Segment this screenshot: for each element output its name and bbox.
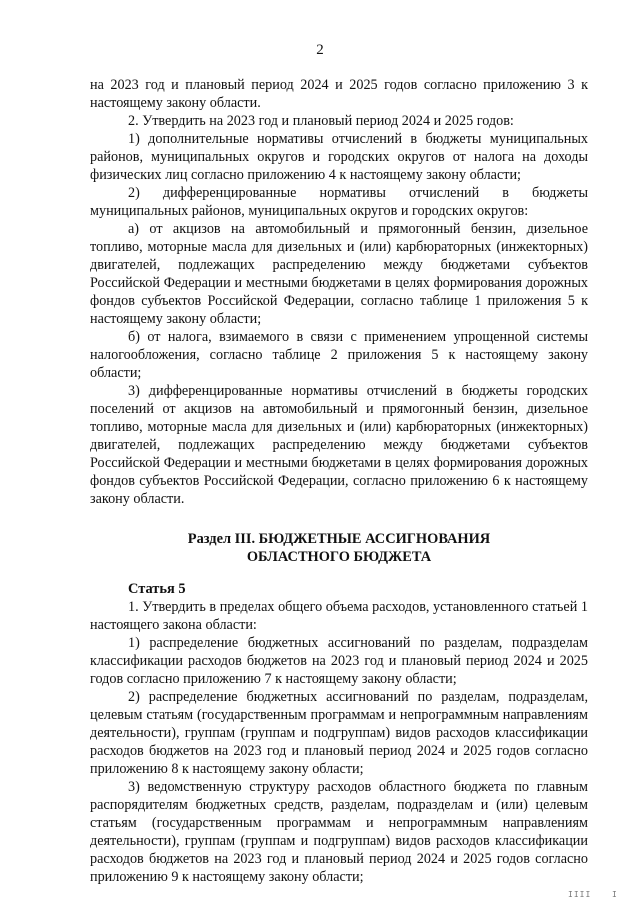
page-number: 2 <box>316 42 324 58</box>
paragraph: 2) распределение бюджетных ассигнований по разделам, подразделам, целевым статьям (государственным программам и непрограммным направлениям деятельности), группам (группам и подгруппам) видов расходов классификации расходов бюджетов на 2023 год и плановый период 2024 и 2025 годов согласно приложению 8 к настоящему закону области; <box>90 689 588 777</box>
paragraph: а) от акцизов на автомобильный и прямогонный бензин, дизельное топливо, моторные масла для дизельных и (или) карбюраторных (инжекторных) двигателей, подлежащих распределению между бюджетами субъектов Российской Федерации и местными бюджетами в целях формирования дорожных фондов субъектов Российской Федерации, согласно таблице 1 приложения 5 к настоящему закону области; <box>90 221 588 327</box>
section-heading-line2: ОБЛАСТНОГО БЮДЖЕТА <box>246 549 432 565</box>
paragraphs-after <box>90 598 588 886</box>
paragraphs-before <box>90 76 588 508</box>
paragraph: 1) дополнительные нормативы отчислений в бюджеты муниципальных районов, муниципальных округов и городских округов от налога на доходы физических лиц согласно приложению 4 к настоящему закону области; <box>90 131 588 183</box>
paragraph: 1) распределение бюджетных ассигнований по разделам, подразделам классификации расходов бюджетов на 2023 год и плановый период 2024 и 2025 годов согласно приложению 7 к настоящему закону области; <box>90 635 588 687</box>
paragraph: на 2023 год и плановый период 2024 и 2025 годов согласно приложению 3 к настоящему закону области. <box>90 77 588 111</box>
paragraph: 1. Утвердить в пределах общего объема расходов, установленного статьей 1 настоящего закона области: <box>90 599 588 633</box>
paragraph: 3) дифференцированные нормативы отчислений в бюджеты городских поселений от акцизов на автомобильный и прямогонный бензин, дизельное топливо, моторные масла для дизельных и (или) карбюраторных (инжекторных) двигателей, подлежащих распределению между бюджетами субъектов Российской Федерации и местными бюджетами в целях формирования дорожных фондов субъектов Российской Федерации, согласно приложению 6 к настоящему закону области. <box>90 383 588 507</box>
section-heading-line1: Раздел III. БЮДЖЕТНЫЕ АССИГНОВАНИЯ <box>187 531 491 547</box>
paragraph: 3) ведомственную структуру расходов областного бюджета по главным распорядителям бюджетных средств, разделам, подразделам и (или) целевым статьям (государственным программам и непрограммным направлениям деятельности), группам (группам и подгруппам) видов расходов классификации расходов бюджетов на 2023 год и плановый период 2024 и 2025 годов согласно приложению 9 к настоящему закону области; <box>90 779 588 885</box>
paragraph: 2. Утвердить на 2023 год и плановый период 2024 и 2025 годов: <box>128 113 514 129</box>
paragraph: 2) дифференцированные нормативы отчислений в бюджеты муниципальных районов, муниципальных округов и городских округов: <box>90 185 588 219</box>
footer-mark: I <box>612 890 618 899</box>
article-heading: Статья 5 <box>128 581 186 597</box>
section-heading <box>90 530 588 566</box>
paragraph: б) от налога, взимаемого в связи с применением упрощенной системы налогообложения, согласно таблице 2 приложения 5 к настоящему закону области; <box>90 329 588 381</box>
document-body <box>90 76 588 886</box>
footer-mark: IIII <box>568 890 592 899</box>
